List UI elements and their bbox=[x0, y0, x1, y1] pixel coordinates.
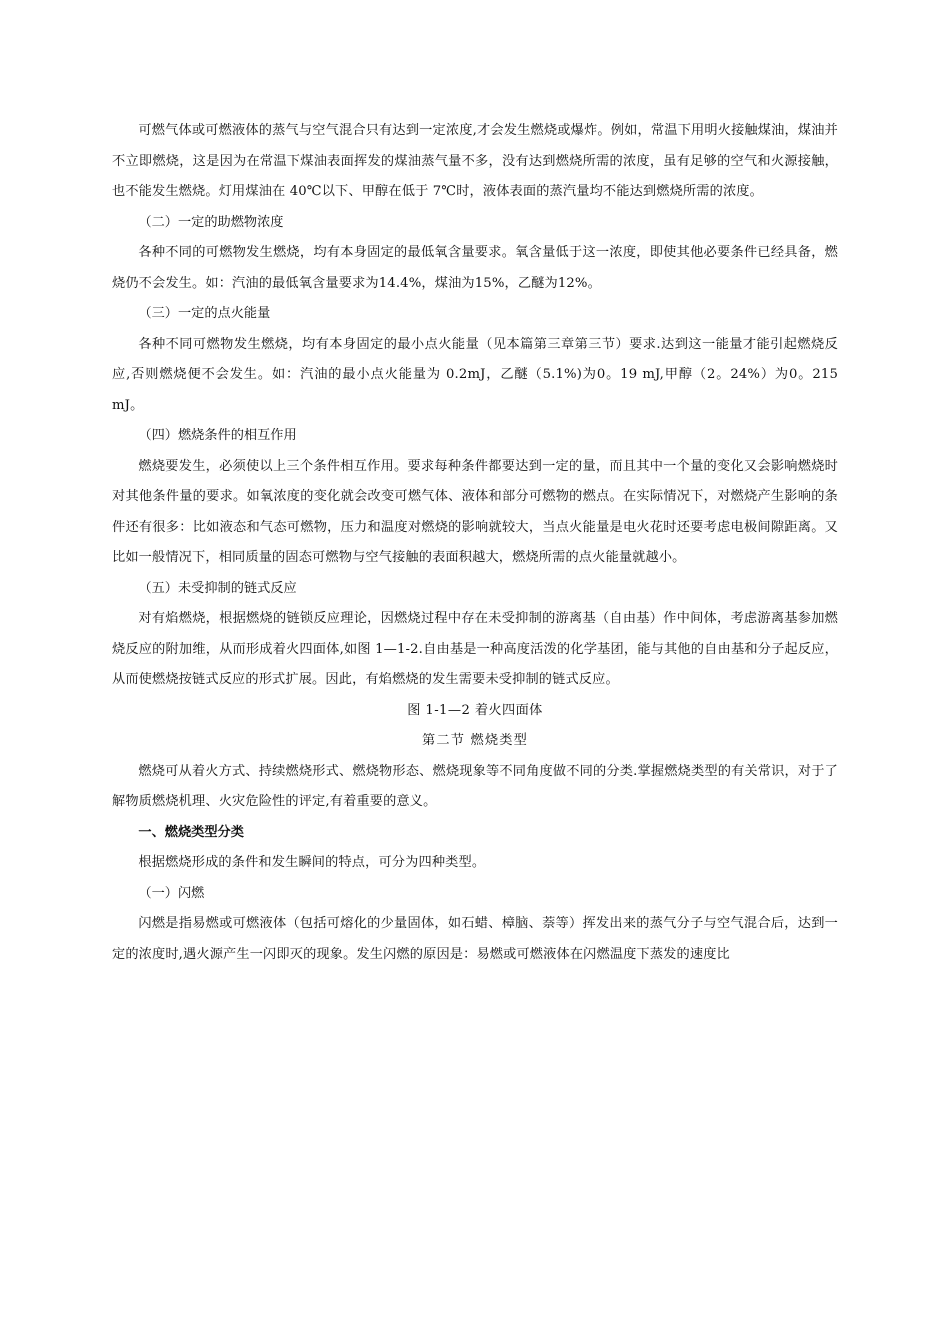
paragraph-ignition-energy: 各种不同可燃物发生燃烧，均有本身固定的最小点火能量（见本篇第三章第三节）要求.达到这一能量才能引起燃烧反应,否则燃烧便不会发生。如：汽油的最小点火能量为 0.2mJ，乙醚（5.1%)为0。19 mJ,甲醇（2。24%）为0。215 mJ。 bbox=[112, 336, 838, 413]
paragraph-flash: 闪燃是指易燃或可燃液体（包括可熔化的少量固体，如石蜡、樟脑、萘等）挥发出来的蒸气分子与空气混合后，达到一定的浓度时,遇火源产生一闪即灭的现象。发生闪燃的原因是：易燃或可燃液体在闪燃温度下蒸发的速度比 bbox=[112, 916, 838, 962]
paragraph-chain-reaction: 对有焰燃烧，根据燃烧的链锁反应理论，因燃烧过程中存在未受抑制的游离基（自由基）作中间体，考虑游离基参加燃烧反应的附加维，从而形成着火四面体,如图 1—1-2.自由基是一种高度活泼的化学基团，能与其他的自由基和分子起反应，从而使燃烧按链式反应的形式扩展。因此，有焰燃烧的发生需要未受抑制的链式反应。 bbox=[112, 611, 838, 687]
subheading-oxidizer: （二）一定的助燃物浓度 bbox=[138, 214, 284, 230]
subheading-interaction: （四）燃烧条件的相互作用 bbox=[138, 428, 297, 443]
figure-caption: 图 1-1—2 着火四面体 bbox=[407, 702, 543, 718]
section-title: 第二节 燃烧类型 bbox=[421, 733, 529, 748]
paragraph-concentration: 可燃气体或可燃液体的蒸气与空气混合只有达到一定浓度,才会发生燃烧或爆炸。例如，常温下用明火接触煤油，煤油并不立即燃烧，这是因为在常温下煤油表面挥发的煤油蒸气量不多，没有达到燃烧所需的浓度，虽有足够的空气和火源接触，也不能发生燃烧。灯用煤油在 40℃以下、甲醇在低于 7℃时，液体表面的蒸汽量均不能达到燃烧所需的浓度。 bbox=[112, 123, 838, 199]
paragraph-interaction: 燃烧要发生，必须使以上三个条件相互作用。要求每种条件都要达到一定的量，而且其中一个量的变化又会影响燃烧时对其他条件量的要求。如氧浓度的变化就会改变可燃气体、液体和部分可燃物的燃点。在实际情况下，对燃烧产生影响的条件还有很多：比如液态和气态可燃物，压力和温度对燃烧的影响就较大，当点火能量是电火花时还要考虑电极间隙距离。又比如一般情况下，相同质量的固态可燃物与空气接触的表面积越大，燃烧所需的点火能量就越小。 bbox=[112, 458, 838, 565]
paragraph-oxygen: 各种不同的可燃物发生燃烧，均有本身固定的最低氧含量要求。氧含量低于这一浓度，即使其他必要条件已经具备，燃烧仍不会发生。如：汽油的最低氧含量要求为14.4%，煤油为15%，乙醚为12%。 bbox=[112, 245, 838, 291]
subheading-ignition: （三）一定的点火能量 bbox=[138, 306, 271, 321]
subheading-flash: （一）闪燃 bbox=[138, 885, 205, 901]
paragraph-classification: 燃烧可从着火方式、持续燃烧形式、燃烧物形态、燃烧现象等不同角度做不同的分类.掌握燃烧类型的有关常识，对于了解物质燃烧机理、火灾危险性的评定,有着重要的意义。 bbox=[112, 763, 838, 809]
subheading-chain-reaction: （五）未受抑制的链式反应 bbox=[138, 580, 297, 596]
document-page bbox=[112, 116, 838, 970]
heading-combustion-types: 一、燃烧类型分类 bbox=[138, 824, 244, 840]
paragraph-four-types: 根据燃烧形成的条件和发生瞬间的特点，可分为四种类型。 bbox=[138, 855, 486, 870]
